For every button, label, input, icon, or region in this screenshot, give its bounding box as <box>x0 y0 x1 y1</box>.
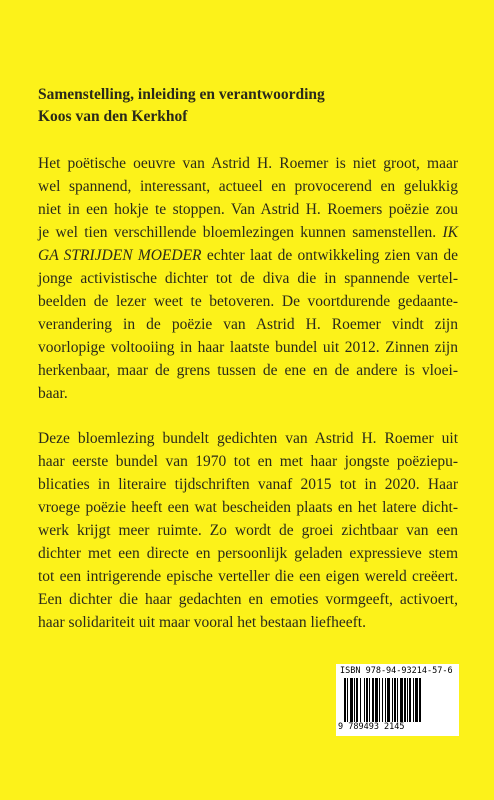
barcode-digits: 9 789493 2145 <box>338 722 405 732</box>
barcode-bar <box>392 678 393 722</box>
text-line: je wel tien verschillende bloemlezingen kunnen samenstellen. IK <box>38 224 459 241</box>
barcode-bar <box>356 678 358 722</box>
barcode-bar <box>409 678 411 722</box>
isbn-barcode <box>336 664 459 736</box>
barcode-bar <box>344 678 346 722</box>
text-line: wel spannend, interessant, actueel en provocerend en gelukkig <box>38 178 458 195</box>
text-line: tot een intrigerende epische verteller die een eigen wereld creëert. <box>38 568 458 585</box>
barcode-bar <box>354 678 355 722</box>
barcode-bar <box>397 678 398 722</box>
barcode-bar <box>387 678 390 722</box>
text-line: voorlopige voltooiing in haar laatste bundel uit 2012. Zinnen zijn <box>38 339 458 356</box>
text-line: baar. <box>38 385 68 402</box>
barcode-bar <box>407 678 408 722</box>
paragraph-anthology <box>38 427 458 634</box>
book-title-italic: GA STRIJDEN MOEDER <box>38 247 202 264</box>
barcode-bar <box>419 678 421 722</box>
barcode-bar <box>382 678 383 722</box>
text-line: Een dichter die haar gedachten en emoties vormgeeft, activoert, <box>38 591 458 608</box>
text-line: vroege poëzie heeft een wat bescheiden plaats en het latere dicht- <box>38 499 458 516</box>
isbn-label: ISBN 978-94-93214-57-6 <box>340 666 453 676</box>
barcode-bars <box>344 678 452 722</box>
credits-name: Koos van den Kerkhof <box>38 108 188 125</box>
barcode-bar <box>379 678 380 722</box>
text-line: dichter met een directe en persoonlijk geladen expressieve stem <box>38 545 458 562</box>
text-line: jonge activistische dichter tot de diva die in spannende vertel- <box>38 270 458 287</box>
barcode-bar <box>350 678 353 722</box>
credits-block <box>38 84 325 128</box>
text-line: beelden de lezer weet te betoveren. De voortdurende gedaante- <box>38 293 458 310</box>
text-line: Deze bloemlezing bundelt gedichten van Astrid H. Roemer uit <box>38 430 458 447</box>
barcode-bar <box>360 678 361 722</box>
text-line: GA STRIJDEN MOEDER echter laat de ontwikkeling zien van de <box>38 247 458 264</box>
barcode-bar <box>404 678 406 722</box>
credits-role: Samenstelling, inleiding en verantwoording <box>38 86 325 103</box>
barcode-bar <box>394 678 396 722</box>
text-line: Het poëtische oeuvre van Astrid H. Roemer is niet groot, maar <box>38 155 458 172</box>
text-line: werk krijgt meer ruimte. Zo wordt de groei zichtbaar van een <box>38 522 458 539</box>
barcode-bar <box>364 678 365 722</box>
barcode-bar <box>415 678 418 722</box>
barcode-bar <box>347 678 348 722</box>
text-line: herkenbaar, maar de grens tussen de ene en de andere is vloei- <box>38 362 458 379</box>
barcode-bar <box>413 678 414 722</box>
barcode-bar <box>366 678 368 722</box>
paragraph-intro <box>38 152 458 405</box>
barcode-bar <box>372 678 374 722</box>
barcode-bar <box>385 678 386 722</box>
text-line: niet in een hokje te stoppen. Van Astrid H. Roemers poëzie zou <box>38 201 458 218</box>
barcode-bar <box>369 678 370 722</box>
book-title-italic: IK <box>442 224 459 241</box>
text-line: verandering in de poëzie van Astrid H. Roemer vindt zijn <box>38 316 458 333</box>
text-line: haar eerste bundel van 1970 tot en met haar jongste poëziepu- <box>38 453 458 470</box>
text-line: haar solidariteit uit maar vooral het bestaan liefheeft. <box>38 614 366 631</box>
barcode-bar <box>375 678 378 722</box>
text-line: blicaties in literaire tijdschriften vanaf 2015 tot in 2020. Haar <box>38 476 458 493</box>
barcode-bar <box>400 678 403 722</box>
